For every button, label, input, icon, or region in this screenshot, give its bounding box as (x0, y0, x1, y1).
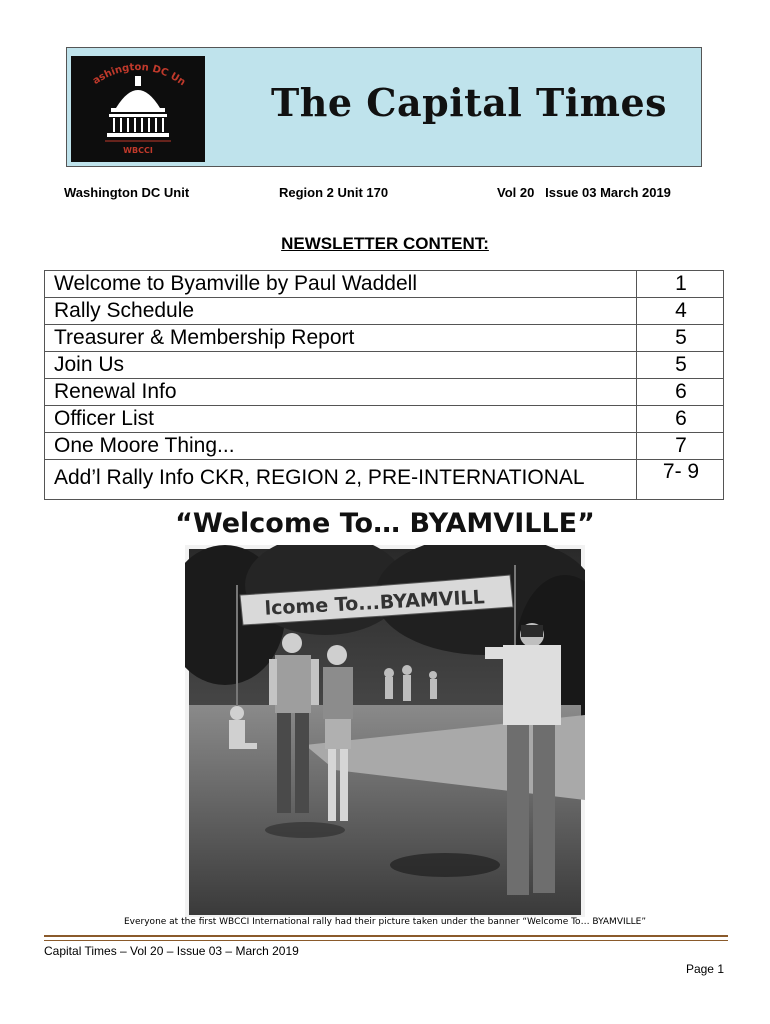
contents-title: Renewal Info (45, 379, 637, 406)
contents-title: Join Us (45, 352, 637, 379)
contents-page: 1 (637, 271, 724, 298)
contents-title: Welcome to Byamville by Paul Waddell (45, 271, 637, 298)
contents-title: Add’l Rally Info CKR, REGION 2, PRE-INTERNATIONAL (45, 460, 637, 500)
logo-badge-text: WBCCI (123, 146, 153, 155)
banner-text: lcome To...BYAMVILL (264, 586, 486, 620)
issue-volume: Vol 20 Issue 03 March 2019 (497, 185, 671, 200)
contents-row (45, 460, 724, 500)
contents-title: Rally Schedule (45, 298, 637, 325)
footer-issue: Capital Times – Vol 20 – Issue 03 – March 2019 (44, 944, 299, 958)
contents-page: 6 (637, 406, 724, 433)
contents-heading: NEWSLETTER CONTENT: (281, 234, 489, 253)
capitol-dome-icon (107, 76, 169, 137)
contents-page: 7- 9 (637, 460, 724, 500)
newsletter-title: The Capital Times (271, 80, 668, 125)
feature-photo (185, 545, 585, 917)
contents-row (45, 379, 724, 406)
contents-page: 5 (637, 325, 724, 352)
unit-logo (71, 56, 205, 162)
contents-title: One Moore Thing... (45, 433, 637, 460)
footer-rule (44, 935, 728, 937)
feature-title: “Welcome To… BYAMVILLE” (175, 508, 595, 539)
logo-arc-text: ashington DC Un (90, 61, 188, 89)
contents-title: Officer List (45, 406, 637, 433)
masthead (66, 47, 702, 167)
contents-row (45, 352, 724, 379)
page-number: Page 1 (685, 962, 724, 976)
contents-row (45, 406, 724, 433)
contents-page: 6 (637, 379, 724, 406)
contents-page: 5 (637, 352, 724, 379)
contents-row (45, 433, 724, 460)
photo-caption: Everyone at the first WBCCI International rally had their picture taken under the banner “Welcome To… BYAMVILLE” (123, 917, 647, 927)
svg-text:Washington DC Unit (71, 56, 187, 88)
contents-title: Treasurer & Membership Report (45, 325, 637, 352)
contents-row (45, 298, 724, 325)
contents-table (44, 270, 724, 500)
region-unit: Region 2 Unit 170 (279, 185, 389, 200)
footer-rule (44, 940, 728, 941)
contents-row (45, 271, 724, 298)
unit-name: Washington DC Unit (64, 185, 190, 200)
contents-page: 4 (637, 298, 724, 325)
contents-row (45, 325, 724, 352)
contents-page: 7 (637, 433, 724, 460)
